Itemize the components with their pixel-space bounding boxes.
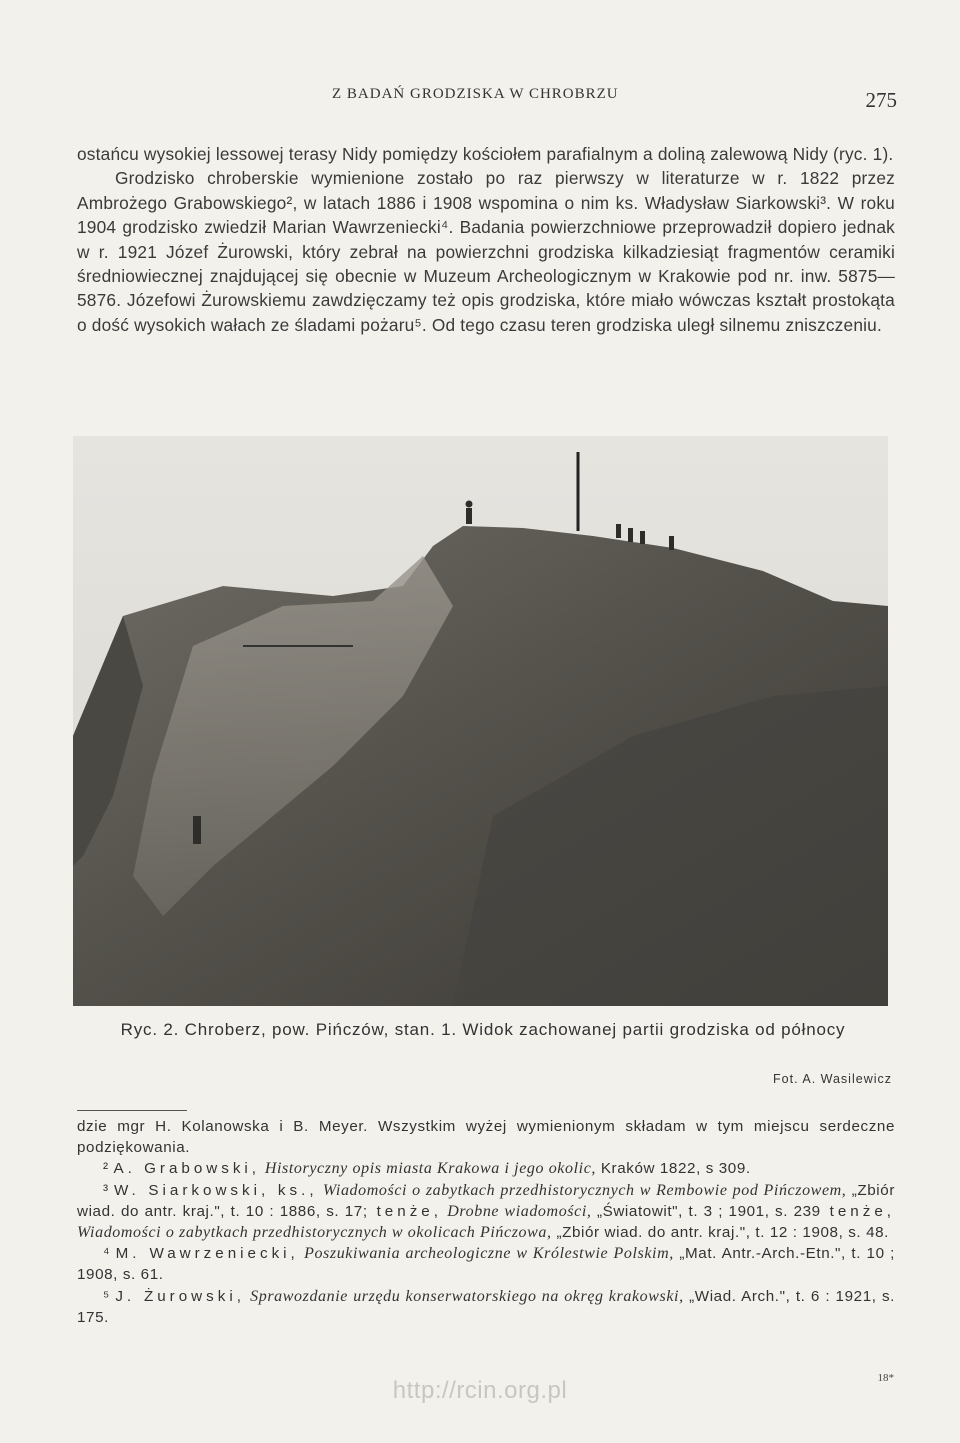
body-text bbox=[77, 142, 895, 337]
footnote-author: M. Wawrzeniecki, bbox=[115, 1245, 299, 1263]
footnote-author: J. Żurowski, bbox=[115, 1287, 245, 1305]
footnote-title: Drobne wiadomości, bbox=[441, 1202, 592, 1220]
footnote-rest: „Wiad. Arch.", t. 6 : 1921, s. 175. bbox=[77, 1287, 895, 1326]
footnote-rest: „Mat. Antr.-Arch.-Etn.", t. 10 ; 1908, s. 61. bbox=[77, 1245, 895, 1284]
footnote-title: Historyczny opis miasta Krakowa i jego okolic, bbox=[264, 1160, 596, 1178]
footnote-rest: Kraków 1822, s 309. bbox=[596, 1160, 751, 1178]
footnote-2 bbox=[77, 1158, 895, 1179]
footnote-3 bbox=[77, 1180, 895, 1244]
footnote-tenze: tenże, bbox=[367, 1202, 442, 1220]
signature-mark: 18* bbox=[877, 1372, 894, 1384]
photo-credit: Fot. A. Wasilewicz bbox=[773, 1072, 892, 1086]
footnote-5 bbox=[77, 1286, 895, 1328]
hillfort-photo bbox=[73, 436, 888, 1006]
running-title: Z BADAŃ GRODZISKA W CHROBRZU bbox=[332, 86, 619, 102]
footnote-4 bbox=[77, 1243, 895, 1285]
footnotes bbox=[77, 1116, 895, 1328]
footnote-author: A. Grabowski, bbox=[113, 1160, 261, 1178]
footnote-title: Wiadomości o zabytkach przedhistorycznych w Rembowie pod Pińczowem, bbox=[322, 1181, 847, 1199]
footnote-marker: ² bbox=[103, 1160, 109, 1178]
paragraph-2: Grodzisko chroberskie wymienione zostało po raz pierwszy w literaturze w r. 1822 przez Ambrożego Grabowskiego², w latach 1886 i 1908 wspomina o nim ks. Władysław Siarkowski³. W roku 1904 grodzisko zwiedził Marian Wawrzeniecki⁴. Badania powierzchniowe przeprowadził dopiero jednak w r. 1921 Józef Żurowski, który zebrał na powierzchni grodziska kilkadziesiąt fragmentów ceramiki średniowiecznej znajdującej się obecnie w Muzeum Archeologicznym w Krakowie pod nr. inw. 5875—5876. Józefowi Żurowskiemu zawdzięczamy też opis grodziska, które miało wówczas kształt prostokąta o dość wysokich wałach ze śladami pożaru⁵. Od tego czasu teren grodziska uległ silnemu zniszczeniu. bbox=[77, 168, 895, 335]
footnote-continuation: dzie mgr H. Kolanowska i B. Meyer. Wszystkim wyżej wymienionym składam w tym miejscu serdeczne podziękowania. bbox=[77, 1118, 895, 1157]
page-number: 275 bbox=[865, 88, 897, 112]
footnote-title: Wiadomości o zabytkach przedhistorycznych w okolicach Pińczowa, bbox=[77, 1224, 552, 1242]
figure-on-slope bbox=[193, 816, 201, 844]
running-head bbox=[0, 86, 960, 110]
footnote-rest: „Światowit", t. 3 ; 1901, s. 239 bbox=[591, 1202, 821, 1220]
footnote-author: W. Siarkowski, ks., bbox=[113, 1181, 318, 1199]
footnote-marker: ³ bbox=[103, 1181, 109, 1199]
footnote-rest: „Zbiór wiad. do antr. kraj.", t. 12 : 1908, s. 48. bbox=[551, 1224, 889, 1242]
figure-caption: Ryc. 2. Chroberz, pow. Pińczów, stan. 1. Widok zachowanej partii grodziska od północy bbox=[120, 1020, 846, 1039]
footnote-tenze: tenże, bbox=[820, 1202, 896, 1220]
footnote-rest: „Zbiór wiad. do antr. kraj.", t. 10 : 1886, s. 17; bbox=[77, 1181, 895, 1220]
footnote-marker: ⁵ bbox=[103, 1287, 110, 1305]
figure-photo bbox=[73, 436, 888, 1006]
footnote-marker: ⁴ bbox=[103, 1245, 111, 1263]
footnote-rule bbox=[77, 1110, 187, 1111]
watermark: http://rcin.org.pl bbox=[392, 1377, 568, 1404]
footnote-title: Poszukiwania archeologiczne w Królestwie Polskim, bbox=[298, 1245, 674, 1263]
footnote-title: Sprawozdanie urzędu konserwatorskiego na okręg krakowski, bbox=[244, 1287, 684, 1305]
paragraph-1: ostańcu wysokiej lessowej terasy Nidy pomiędzy kościołem parafialnym a doliną zalewową Nidy (ryc. 1). bbox=[77, 144, 894, 164]
